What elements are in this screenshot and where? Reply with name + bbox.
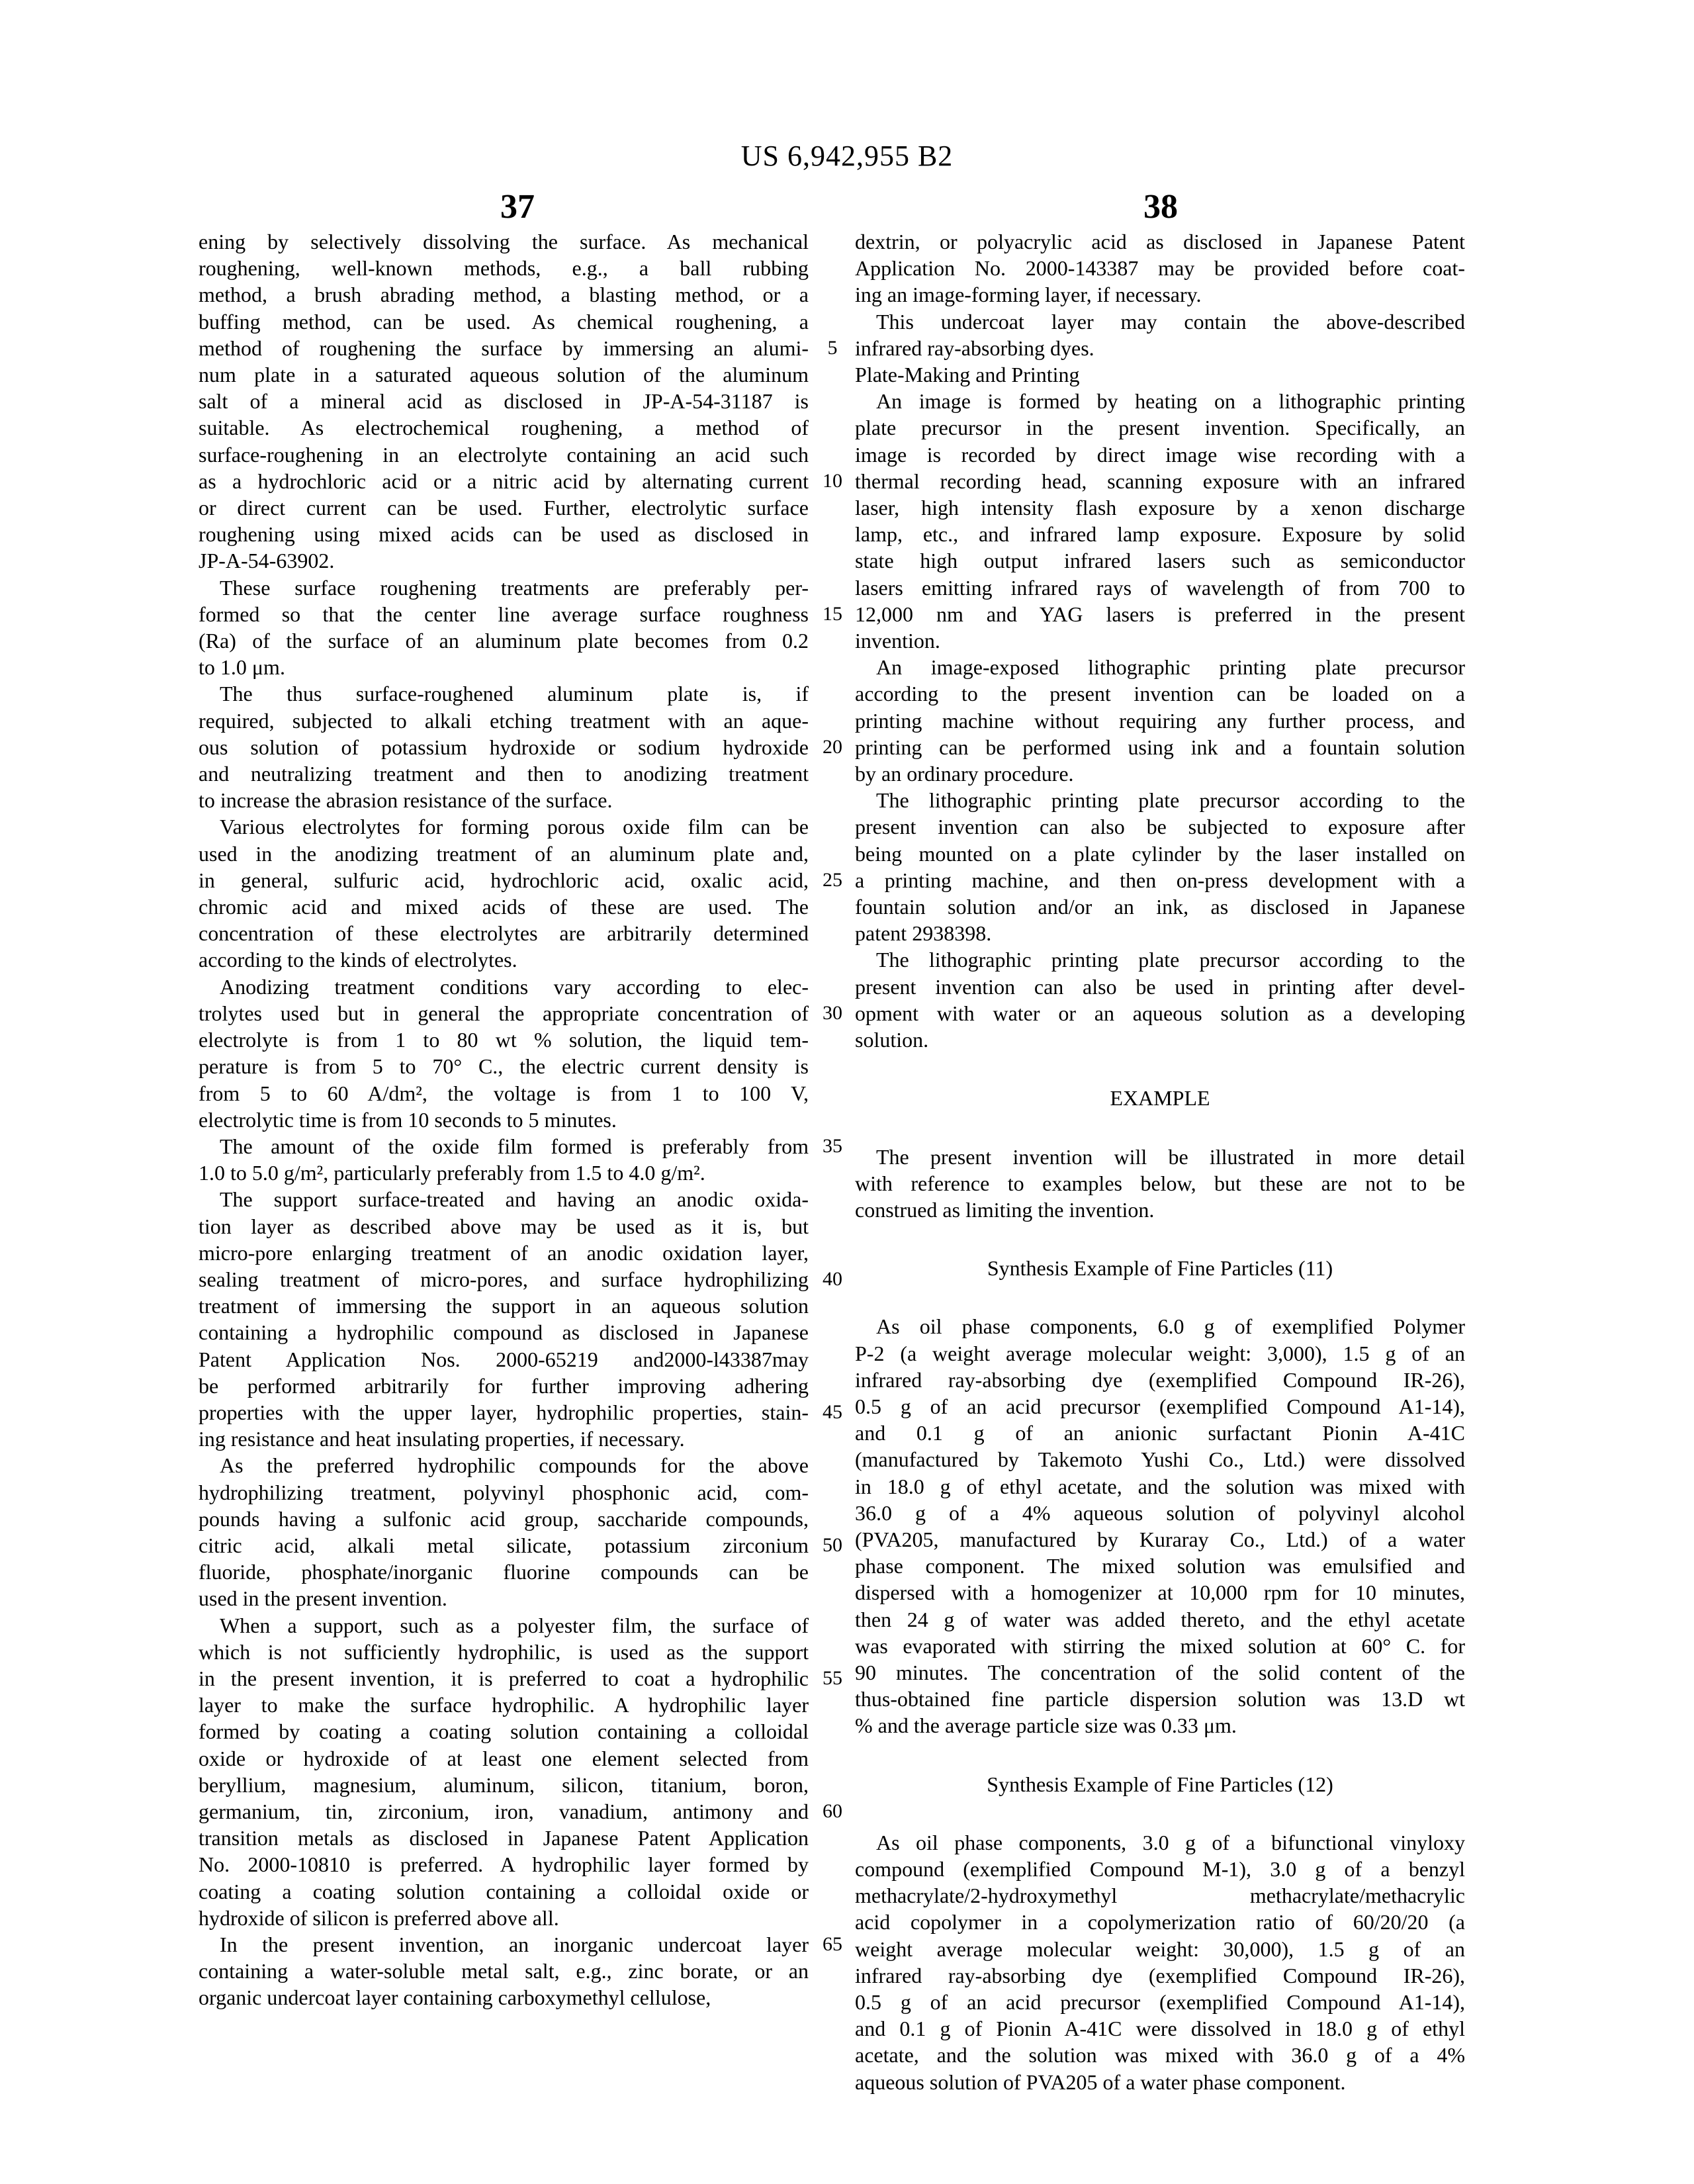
text-line: suitable. As electrochemical roughening, a method of [199,416,809,440]
paragraph [199,574,809,681]
text-line: treatment of immersing the support in an aqueous solution [199,1294,809,1318]
text-line: to increase the abrasion resistance of the surface. [199,788,613,813]
text-line: 0.5 g of an acid precursor (exemplified Compound A1-14), [855,1394,1465,1418]
text-line: An image is formed by heating on a lithographic printing [876,389,1465,414]
paragraph [199,813,809,973]
text-line: lasers emitting infrared rays of wavelength of from 700 to [855,575,1465,600]
text-line: concentration of these electrolytes are arbitrarily determined [199,921,809,946]
section-heading [855,1771,1465,1797]
section-heading [855,1255,1465,1281]
text-line: sealing treatment of micro-pores, and surface hydrophilizing [199,1267,809,1291]
subsection-heading [855,361,1465,388]
line-number-marker: 25 [823,868,842,891]
text-line: thus-obtained fine particle dispersion solution was 13.D wt [855,1687,1465,1711]
text-line: Various electrolytes for forming porous oxide film can be [220,815,809,839]
text-line: or direct current can be used. Further, electrolytic surface [199,496,809,520]
text-line: transition metals as disclosed in Japanese Patent Application [199,1826,809,1850]
text-line: a printing machine, and then on-press development with a [855,868,1465,892]
text-line: required, subjected to alkali etching treatment with an aque- [199,708,809,733]
text-line: The amount of the oxide film formed is preferably from [220,1134,809,1158]
text-line: ous solution of potassium hydroxide or sodium hydroxide [199,735,809,759]
text-line: fountain solution and/or an ink, as disclosed in Japanese [855,895,1465,919]
right-text-column [855,228,1465,2095]
line-number-marker: 5 [827,336,838,359]
text-line: micro-pore enlarging treatment of an anodic oxidation layer, [199,1240,809,1265]
text-line: (PVA205, manufactured by Kuraray Co., Ltd.) of a water [855,1527,1465,1551]
text-line: printing can be performed using ink and a fountain solution [855,735,1465,759]
text-line: present invention can also be used in printing after devel- [855,974,1465,999]
text-line: printing machine without requiring any further process, and [855,708,1465,733]
text-line: In the present invention, an inorganic undercoat layer [220,1933,809,1956]
text-line: These surface roughening treatments are preferably per- [220,575,809,600]
line-number-marker: 10 [823,469,842,492]
paragraph [199,974,809,1133]
text-line: state high output infrared lasers such as semiconductor [855,549,1465,573]
text-line: acid copolymer in a copolymerization ratio of 60/20/20 (a [855,1910,1465,1934]
paragraph [855,1829,1465,2095]
section-heading [855,1085,1465,1111]
text-line: The support surface-treated and having an anodic oxida- [220,1187,809,1212]
paragraph [199,1612,809,1931]
text-line: image is recorded by direct image wise recording with a [855,442,1465,467]
paragraph [199,1186,809,1452]
paragraph [199,1931,809,2011]
line-number-marker: 20 [823,735,842,758]
paragraph [199,228,809,574]
text-line: Patent Application Nos. 2000-65219 and2000-l43387may [199,1347,809,1371]
text-line: in the present invention, it is preferred to coat a hydrophilic [199,1666,809,1690]
patent-number-header: US 6,942,955 B2 [740,140,954,172]
text-line: This undercoat layer may contain the above-described [876,309,1465,334]
paragraph [199,680,809,813]
text-line: and 0.1 g of Pionin A-41C were dissolved in 18.0 g of ethyl [855,2017,1465,2041]
text-line: Synthesis Example of Fine Particles (12) [987,1772,1333,1796]
column-page-number-left: 37 [500,188,535,226]
text-line: with reference to examples below, but these are not to be [855,1171,1465,1195]
line-number-marker: 35 [823,1134,842,1157]
text-line: P-2 (a weight average molecular weight: 3,000), 1.5 g of an [855,1341,1465,1365]
text-line: Synthesis Example of Fine Particles (11) [987,1256,1333,1281]
text-line: 90 minutes. The concentration of the solid content of the [855,1660,1465,1684]
text-line: according to the kinds of electrolytes. [199,948,517,972]
line-number-marker: 60 [823,1799,842,1822]
text-line: formed so that the center line average surface roughness [199,602,809,626]
text-line: roughening using mixed acids can be used as disclosed in [199,522,809,547]
text-line: invention. [855,629,940,653]
text-line: plate precursor in the present invention. Specifically, an [855,416,1465,440]
text-line: JP-A-54-63902. [199,549,335,573]
text-line: properties with the upper layer, hydrophilic properties, stain- [199,1400,809,1424]
text-line: pounds having a sulfonic acid group, saccharide compounds, [199,1506,809,1531]
text-line: salt of a mineral acid as disclosed in JP-A-54-31187 is [199,389,809,414]
text-line: formed by coating a coating solution containing a colloidal [199,1719,809,1744]
left-text-column [199,228,809,2011]
text-line: 12,000 nm and YAG lasers is preferred in the present [855,602,1465,626]
text-line: dispersed with a homogenizer at 10,000 rpm for 10 minutes, [855,1580,1465,1605]
text-line: surface-roughening in an electrolyte containing an acid such [199,442,809,467]
paragraph [855,308,1465,361]
text-line: according to the present invention can be loaded on a [855,682,1465,706]
text-line: (manufactured by Takemoto Yushi Co., Ltd.) were dissolved [855,1447,1465,1472]
text-line: and neutralizing treatment and then to anodizing treatment [199,762,809,786]
text-line: oxide or hydroxide of at least one element selected from [199,1746,809,1770]
text-line: % and the average particle size was 0.33 μm. [855,1713,1237,1738]
text-line: buffing method, can be used. As chemical roughening, a [199,309,809,334]
text-line: When a support, such as a polyester film, the surface of [220,1613,809,1637]
text-line: As oil phase components, 6.0 g of exemplified Polymer [876,1314,1465,1339]
text-line: phase component. The mixed solution was emulsified and [855,1554,1465,1578]
text-line: ing resistance and heat insulating properties, if necessary. [199,1427,685,1451]
text-line: being mounted on a plate cylinder by the laser installed on [855,841,1465,866]
text-line: lamp, etc., and infrared lamp exposure. Exposure by solid [855,522,1465,547]
text-line: infrared ray-absorbing dyes. [855,336,1094,360]
paragraph [855,946,1465,1053]
text-line: electrolyte is from 1 to 80 wt % solution, the liquid tem- [199,1028,809,1052]
text-line: dextrin, or polyacrylic acid as disclosed in Japanese Patent [855,230,1465,253]
text-line: laser, high intensity flash exposure by a xenon discharge [855,496,1465,520]
paragraph [855,388,1465,654]
text-line: roughening, well-known methods, e.g., a ball rubbing [199,256,809,281]
text-line: organic undercoat layer containing carboxymethyl cellulose, [199,1985,711,2010]
text-line: No. 2000-10810 is preferred. A hydrophilic layer formed by [199,1852,809,1877]
line-number-marker: 30 [823,1001,842,1024]
text-line: compound (exemplified Compound M-1), 3.0 g of a benzyl [855,1856,1465,1881]
text-line: tion layer as described above may be used as it is, but [199,1214,809,1238]
line-number-marker: 45 [823,1400,842,1423]
text-line: patent 2938398. [855,921,992,946]
text-line: beryllium, magnesium, aluminum, silicon, titanium, boron, [199,1772,809,1797]
text-line: germanium, tin, zirconium, iron, vanadium, antimony and [199,1799,809,1823]
column-page-number-right: 38 [1143,188,1178,226]
gutter-line-numbers [813,228,852,2015]
text-line: used in the present invention. [199,1586,447,1611]
text-line: infrared ray-absorbing dye (exemplified Compound IR-26), [855,1963,1465,1987]
text-line: perature is from 5 to 70° C., the electric current density is [199,1054,809,1079]
text-line: electrolytic time is from 10 seconds to 5 minutes. [199,1107,617,1132]
text-line: opment with water or an aqueous solution as a developing [855,1001,1465,1025]
text-line: used in the anodizing treatment of an aluminum plate and, [199,841,809,866]
text-line: to 1.0 μm. [199,655,285,680]
text-line: then 24 g of water was added thereto, and the ethyl acetate [855,1607,1465,1631]
text-line: (Ra) of the surface of an aluminum plate becomes from 0.2 [199,629,809,653]
text-line: aqueous solution of PVA205 of a water phase component. [855,2070,1346,2094]
line-number-marker: 55 [823,1666,842,1689]
paragraph [855,654,1465,787]
paragraph [199,1133,809,1186]
text-line: EXAMPLE [1110,1086,1210,1111]
text-line: The lithographic printing plate precursor according to the [876,948,1465,972]
text-line: Application No. 2000-143387 may be provided before coat- [855,256,1465,281]
text-line: layer to make the surface hydrophilic. A hydrophilic layer [199,1693,809,1717]
paragraph [855,1313,1465,1739]
text-line: 0.5 g of an acid precursor (exemplified Compound A1-14), [855,1989,1465,2014]
text-line: 36.0 g of a 4% aqueous solution of polyvinyl alcohol [855,1500,1465,1525]
text-line: num plate in a saturated aqueous solution of the aluminum [199,363,809,387]
text-line: present invention can also be subjected to exposure after [855,815,1465,839]
text-line: An image-exposed lithographic printing plate precursor [876,655,1465,680]
text-line: infrared ray-absorbing dye (exemplified Compound IR-26), [855,1367,1465,1392]
text-line: coating a coating solution containing a colloidal oxide or [199,1879,809,1903]
text-line: citric acid, alkali metal silicate, potassium zirconium [199,1533,809,1557]
paragraph [855,228,1465,308]
text-line: Anodizing treatment conditions vary according to elec- [220,974,809,999]
paragraph [855,787,1465,946]
text-line: from 5 to 60 A/dm², the voltage is from 1 to 100 V, [199,1081,809,1105]
line-number-marker: 15 [823,602,842,625]
text-line: in 18.0 g of ethyl acetate, and the solution was mixed with [855,1474,1465,1498]
text-line: be performed arbitrarily for further improving adhering [199,1373,809,1398]
text-line: methacrylate/2-hydroxymethyl methacrylate/methacrylic [855,1884,1465,1908]
text-line: The lithographic printing plate precursor according to the [876,788,1465,813]
text-line: chromic acid and mixed acids of these are used. The [199,895,809,919]
line-number-marker: 40 [823,1267,842,1290]
text-line: solution. [855,1028,929,1052]
text-line: which is not sufficiently hydrophilic, is used as the support [199,1639,809,1664]
text-line: method, a brush abrading method, a blasting method, or a [199,283,809,307]
text-line: As oil phase components, 3.0 g of a bifunctional vinyloxy [876,1830,1465,1854]
line-number-marker: 65 [823,1933,842,1955]
text-line: and 0.1 g of an anionic surfactant Pionin A-41C [855,1421,1465,1445]
text-line: construed as limiting the invention. [855,1197,1155,1222]
text-line: Plate-Making and Printing [855,363,1080,387]
text-line: weight average molecular weight: 30,000), 1.5 g of an [855,1936,1465,1961]
text-line: hydroxide of silicon is preferred above all. [199,1905,559,1930]
text-line: ening by selectively dissolving the surface. As mechanical [199,230,809,253]
text-line: containing a water-soluble metal salt, e.g., zinc borate, or an [199,1959,809,1983]
text-line: trolytes used but in general the appropriate concentration of [199,1001,809,1025]
text-line: The thus surface-roughened aluminum plate is, if [220,682,809,706]
paragraph [855,1144,1465,1224]
text-line: ing an image-forming layer, if necessary. [855,283,1202,307]
text-line: hydrophilizing treatment, polyvinyl phosphonic acid, com- [199,1480,809,1504]
text-line: method of roughening the surface by immersing an alumi- [199,336,809,360]
text-line: containing a hydrophilic compound as disclosed in Japanese [199,1320,809,1345]
paragraph [199,1452,809,1612]
text-line: by an ordinary procedure. [855,762,1074,786]
text-line: thermal recording head, scanning exposure with an infrared [855,469,1465,493]
line-number-marker: 50 [823,1533,842,1556]
text-line: fluoride, phosphate/inorganic fluorine compounds can be [199,1560,809,1584]
text-line: acetate, and the solution was mixed with 36.0 g of a 4% [855,2043,1465,2068]
text-line: 1.0 to 5.0 g/m², particularly preferably from 1.5 to 4.0 g/m². [199,1161,705,1185]
text-line: As the preferred hydrophilic compounds for the above [220,1453,809,1478]
text-line: was evaporated with stirring the mixed solution at 60° C. for [855,1633,1465,1658]
text-line: as a hydrochloric acid or a nitric acid by alternating current [199,469,809,493]
text-line: The present invention will be illustrated in more detail [876,1144,1465,1169]
text-line: in general, sulfuric acid, hydrochloric acid, oxalic acid, [199,868,809,892]
